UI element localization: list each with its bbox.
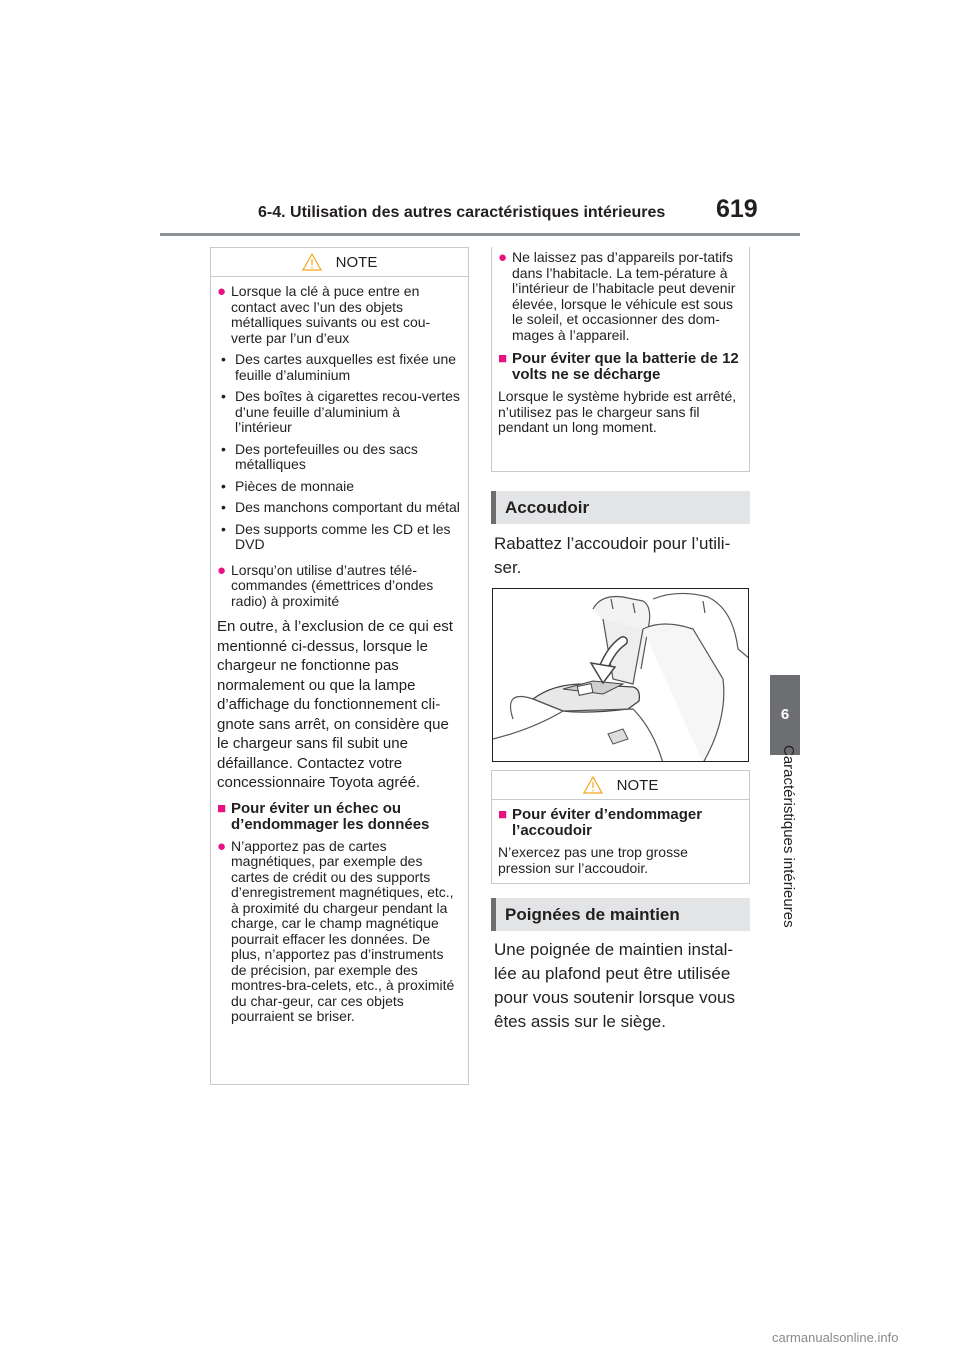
item-text: Des portefeuilles ou des sacs métalliques — [235, 440, 418, 472]
note-box-armrest — [491, 770, 750, 884]
list-item — [221, 500, 460, 516]
item-text: N’apportez pas de cartes magnétiques, par exemple des cartes de crédit ou des supports d’enregistrement magnétiques, etc., à proximité du chargeur pendant la charge, car le champ magnétique pourrait effacer les données. De plus, n’apportez pas d’instruments de précision, par exemple des montres-bra-celets, etc., à proximité du char-geur, car ces objets pourraient se briser. — [231, 837, 455, 1024]
section-title-accoudoir: Accoudoir — [491, 491, 750, 524]
list-item — [221, 522, 460, 553]
accoudoir-body: Rabattez l’accoudoir pour l’utili-ser. — [494, 534, 731, 577]
note-text: Lorsque le système hybride est arrêté, n’utilisez pas le chargeur sans fil pendant un long moment. — [498, 388, 737, 435]
list-item — [498, 250, 741, 343]
armrest-illustration — [492, 588, 749, 762]
warning-icon — [583, 776, 603, 794]
square-bullet-icon: ■ — [498, 350, 508, 367]
warning-icon — [302, 253, 322, 271]
note-subheading — [498, 807, 741, 839]
square-bullet-icon: ■ — [217, 799, 227, 817]
note-heading: NOTE — [616, 776, 659, 794]
bullet-dash-icon: • — [221, 499, 226, 515]
subheading-text: Pour éviter un échec ou d’endommager les données — [231, 799, 430, 833]
watermark: carmanualsonline.info — [772, 1330, 899, 1345]
note-box-left — [210, 247, 469, 1085]
section-title-poignees: Poignées de maintien — [491, 898, 750, 931]
note-paragraph: En outre, à l’exclusion de ce qui est mentionné ci-dessus, lorsque le chargeur ne fonctionne pas normalement ou que la lampe d’affichage du fonctionnement cli-gnote sans arrêt, on considère que le chargeur sans fil subit une défaillance. Contactez votre concessionnaire Toyota agréé. — [217, 618, 453, 791]
list-item — [221, 442, 460, 473]
armrest-drawing — [493, 589, 749, 762]
square-bullet-icon: ■ — [498, 806, 508, 823]
item-text: Pièces de monnaie — [235, 477, 355, 494]
item-text: Lorsque la clé à puce entre en contact avec l’un des objets métalliques suivants ou est cou-verte par l’un d’eux — [231, 283, 431, 346]
header-rule — [160, 233, 800, 236]
poignees-body: Une poignée de maintien instal-lée au plafond peut être utilisée pour vous soutenir lorsque vous êtes assis sur le siège. — [494, 940, 735, 1031]
note-content — [211, 277, 468, 1025]
note-heading: NOTE — [335, 253, 378, 271]
chapter-tab-label: Caractéristiques intérieures — [780, 745, 797, 928]
bullet-dot-icon: ● — [217, 283, 227, 300]
list-item — [217, 284, 460, 346]
bullet-dot-icon: ● — [217, 561, 227, 579]
note-box-right-top — [491, 247, 750, 472]
subheading-text: Pour éviter d’endommager l’accoudoir — [512, 806, 703, 839]
item-text: Ne laissez pas d’appareils por-tatifs dans l’habitacle. La tem-pérature à l’intérieur de l’habitacle peut devenir élevée, lorsque le véhicule est sous le soleil, et occasionner des dom-mages à l’appareil. — [512, 249, 736, 343]
bullet-dash-icon: • — [221, 351, 226, 367]
item-text: Des manchons comportant du métal — [235, 499, 460, 515]
bullet-dash-icon: • — [221, 440, 226, 457]
note-header — [492, 771, 749, 800]
item-text: Des cartes auxquelles est fixée une feuille d’aluminium — [235, 351, 457, 383]
item-text: Lorsqu’on utilise d’autres télé-commandes (émettrices d’ondes radio) à proximité — [231, 561, 434, 609]
note-subheading — [498, 351, 741, 383]
item-text: Des boîtes à cigarettes recou-vertes d’une feuille d’aluminium à l’intérieur — [235, 388, 460, 435]
item-text: Des supports comme les CD et les DVD — [235, 520, 451, 552]
subheading-text: Pour éviter que la batterie de 12 volts ne se décharge — [512, 350, 739, 383]
bullet-dot-icon: ● — [217, 837, 227, 855]
chapter-header: 6-4. Utilisation des autres caractéristiques intérieures — [258, 204, 666, 221]
bullet-dash-icon: • — [221, 388, 226, 404]
list-item — [221, 389, 460, 436]
bullet-dot-icon: ● — [498, 249, 508, 266]
note-subheading — [217, 801, 460, 833]
list-item — [221, 352, 460, 383]
list-item — [217, 839, 460, 1025]
note-content — [492, 800, 749, 876]
page-number: 619 — [716, 195, 758, 223]
note-header — [211, 248, 468, 277]
bullet-dash-icon: • — [221, 520, 226, 537]
note-text: N’exercez pas une trop grosse pression sur l’accoudoir. — [498, 844, 688, 876]
list-item — [217, 563, 460, 610]
bullet-dash-icon: • — [221, 477, 226, 494]
chapter-tab-number: 6 — [770, 675, 800, 755]
note-content — [492, 247, 749, 436]
list-item — [221, 479, 460, 495]
